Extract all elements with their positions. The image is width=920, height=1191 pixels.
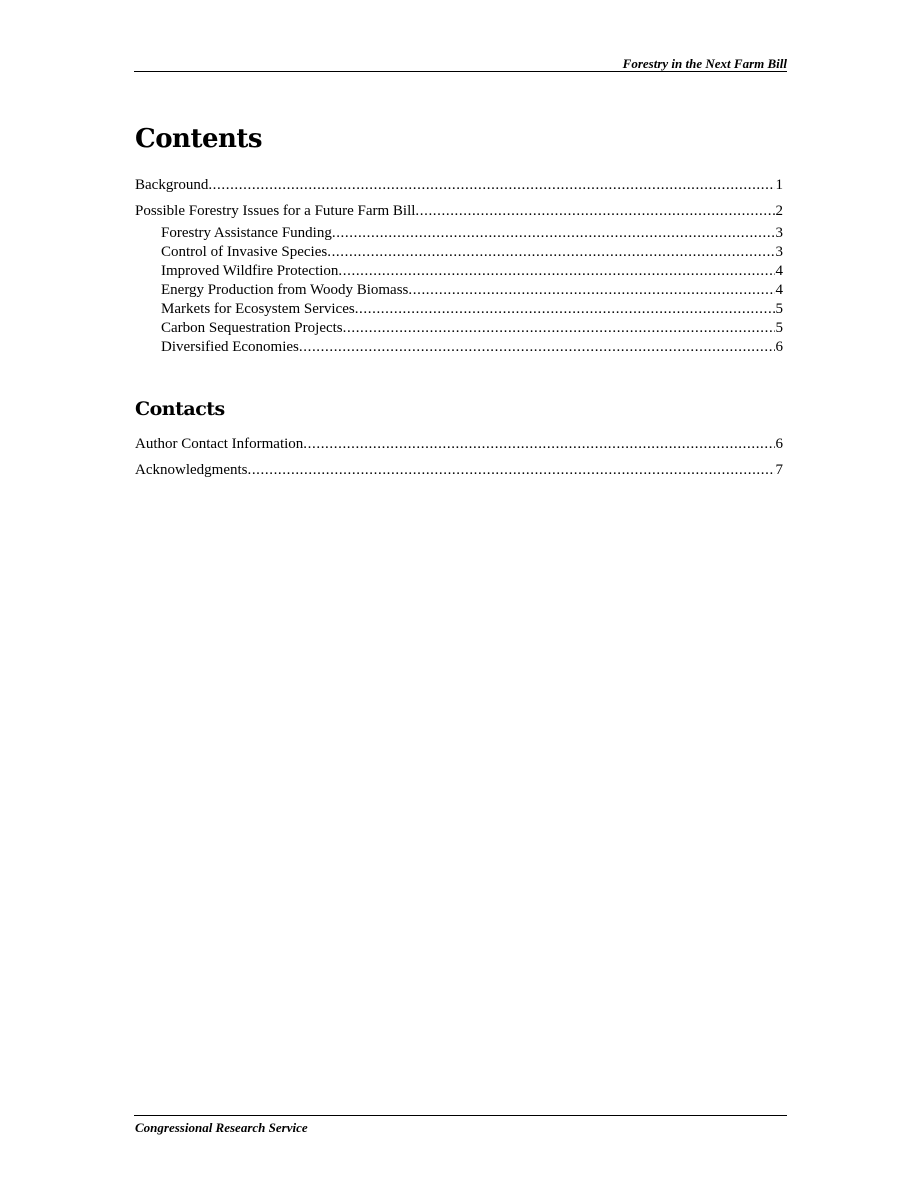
- toc-entry-label: Control of Invasive Species: [161, 244, 328, 260]
- footer-publisher: Congressional Research Service: [135, 1120, 308, 1135]
- toc-entry-author-contact-information[interactable]: [135, 435, 783, 454]
- toc-entry-background[interactable]: [135, 176, 783, 195]
- toc-page-number: 7: [775, 462, 783, 478]
- toc-dot-leader: [303, 435, 774, 454]
- toc-page-number: 1: [775, 177, 783, 193]
- toc-entry-label: Acknowledgments: [135, 462, 248, 478]
- toc-page-number: 4: [775, 263, 783, 279]
- toc-dot-leader: [247, 461, 774, 480]
- toc-dot-leader: [355, 300, 775, 319]
- toc-entry-label: Improved Wildfire Protection: [161, 263, 339, 279]
- toc-entry-label: Diversified Economies: [161, 339, 299, 355]
- toc-dot-leader: [332, 224, 775, 243]
- toc-entry-diversified-economies[interactable]: [161, 338, 783, 357]
- toc-dot-leader: [299, 338, 775, 357]
- toc-entry-improved-wildfire-protection[interactable]: [161, 262, 783, 281]
- toc-entry-possible-forestry-issues[interactable]: [135, 202, 783, 221]
- toc-entry-label: Markets for Ecosystem Services: [161, 301, 355, 317]
- toc-page-number: 5: [775, 320, 783, 336]
- toc-page-number: 6: [775, 436, 783, 452]
- contacts-list: [135, 435, 783, 485]
- toc-entry-forestry-assistance-funding[interactable]: [161, 224, 783, 243]
- toc-dot-leader: [343, 319, 775, 338]
- toc-entry-markets-ecosystem-services[interactable]: [161, 300, 783, 319]
- toc-page-number: 2: [775, 203, 783, 219]
- toc-entry-label: Background: [135, 177, 209, 193]
- toc-entry-control-of-invasive-species[interactable]: [161, 243, 783, 262]
- toc-page-number: 3: [775, 225, 783, 241]
- toc-dot-leader: [327, 243, 774, 262]
- toc-entry-carbon-sequestration-projects[interactable]: [161, 319, 783, 338]
- contacts-heading: Contacts: [135, 398, 225, 420]
- running-header: Forestry in the Next Farm Bill: [622, 56, 787, 71]
- footer-divider: [134, 1115, 787, 1116]
- toc-entry-label: Possible Forestry Issues for a Future Farm Bill: [135, 203, 416, 219]
- toc-page-number: 4: [775, 282, 783, 298]
- toc-page-number: 5: [775, 301, 783, 317]
- toc-dot-leader: [338, 262, 774, 281]
- toc-page-number: 6: [775, 339, 783, 355]
- toc-dot-leader: [415, 202, 774, 221]
- toc-entry-energy-production-woody-biomass[interactable]: [161, 281, 783, 300]
- contents-heading: Contents: [135, 124, 263, 154]
- header-divider: [134, 71, 787, 72]
- contents-list: [135, 176, 783, 366]
- toc-entry-label: Carbon Sequestration Projects: [161, 320, 343, 336]
- toc-entry-label: Author Contact Information: [135, 436, 304, 452]
- toc-entry-acknowledgments[interactable]: [135, 461, 783, 480]
- toc-page-number: 3: [775, 244, 783, 260]
- toc-dot-leader: [208, 176, 774, 195]
- toc-dot-leader: [408, 281, 774, 300]
- toc-entry-label: Energy Production from Woody Biomass: [161, 282, 409, 298]
- toc-entry-label: Forestry Assistance Funding: [161, 225, 332, 241]
